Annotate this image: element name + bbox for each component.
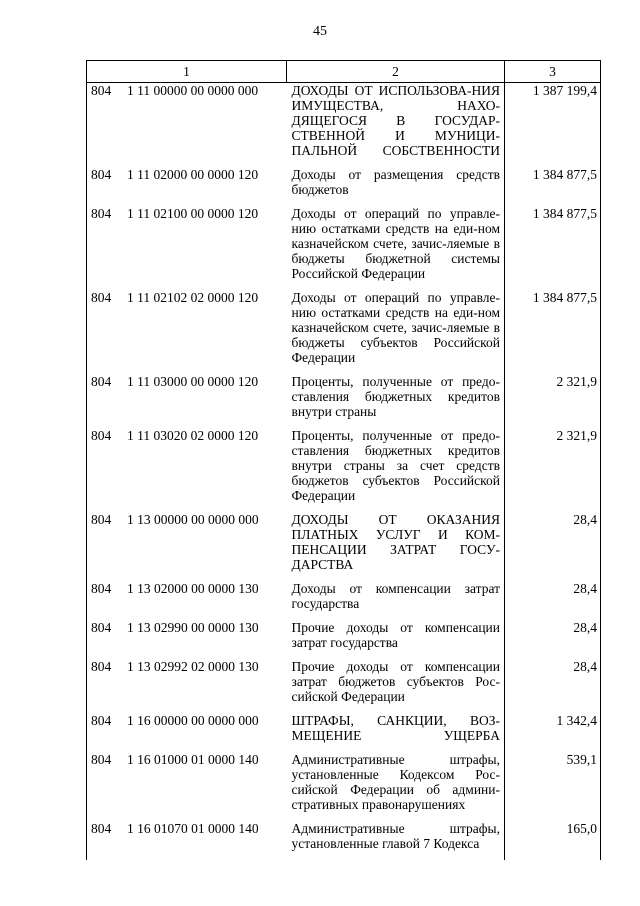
budget-classification-code: 1 11 02100 00 0000 120 [127,206,259,221]
code-cell [87,206,287,290]
table-row [87,167,601,206]
admin-code: 804 [91,821,112,836]
table-row [87,752,601,821]
table-row [87,713,601,752]
table-row [87,374,601,428]
table-row [87,581,601,620]
amount-value: 1 384 877,5 [505,206,601,290]
code-cell [87,290,287,374]
code-cell [87,752,287,821]
code-cell [87,620,287,659]
budget-classification-code: 1 11 00000 00 0000 000 [127,83,259,98]
code-cell [87,428,287,512]
revenue-name: Административные штрафы, установленные Кодексом Рос-сийской Федерации об админи-стративных правонарушениях [291,752,500,812]
table-header-row [87,61,601,83]
budget-classification-code: 1 11 03020 02 0000 120 [127,428,259,443]
amount-value: 1 384 877,5 [505,167,601,206]
amount-value: 28,4 [505,620,601,659]
amount-value: 28,4 [505,512,601,581]
table-row [87,821,601,860]
amount-value: 2 321,9 [505,374,601,428]
code-cell [87,659,287,713]
revenue-name: ДОХОДЫ ОТ ОКАЗАНИЯ ПЛАТНЫХ УСЛУГ И КОМ-ПЕНСАЦИИ ЗАТРАТ ГОСУ-ДАРСТВА [291,512,500,572]
table-row [87,206,601,290]
revenue-name: Доходы от размещения средств бюджетов [291,167,500,197]
revenue-name: Проценты, полученные от предо-ставления бюджетных кредитов внутри страны [291,374,500,419]
budget-classification-code: 1 16 00000 00 0000 000 [127,713,259,728]
amount-value: 165,0 [505,821,601,860]
budget-classification-code: 1 16 01070 01 0000 140 [127,821,259,836]
revenue-name: ДОХОДЫ ОТ ИСПОЛЬЗОВА-НИЯ ИМУЩЕСТВА, НАХО-ДЯЩЕГОСЯ В ГОСУДАР-СТВЕННОЙ И МУНИЦИ-ПАЛЬНОЙ СОБСТВЕННОСТИ [291,83,500,158]
revenue-name: Прочие доходы от компенсации затрат государства [291,620,500,650]
code-cell [87,713,287,752]
table-row [87,659,601,713]
amount-value: 1 384 877,5 [505,290,601,374]
budget-classification-code: 1 13 02990 00 0000 130 [127,620,259,635]
revenue-name: Административные штрафы, установленные главой 7 Кодекса [291,821,500,851]
column-header: 3 [505,61,601,83]
code-cell [87,374,287,428]
amount-value: 28,4 [505,581,601,620]
budget-classification-code: 1 11 02000 00 0000 120 [127,167,259,182]
revenue-name: Доходы от операций по управле-нию остатками средств на еди-ном казначейском счете, зачис-ляемые в бюджеты бюджетной системы Российской Федерации [291,206,500,281]
revenue-name: Доходы от операций по управле-нию остатками средств на еди-ном казначейском счете, зачис-ляемые в бюджеты субъектов Российской Федерации [291,290,500,365]
budget-classification-code: 1 13 00000 00 0000 000 [127,512,259,527]
budget-classification-code: 1 11 03000 00 0000 120 [127,374,259,389]
table-body [87,83,601,861]
budget-classification-code: 1 13 02000 00 0000 130 [127,581,259,596]
admin-code: 804 [91,206,112,221]
code-cell [87,512,287,581]
table-row [87,290,601,374]
admin-code: 804 [91,290,112,305]
admin-code: 804 [91,374,112,389]
amount-value: 539,1 [505,752,601,821]
table-row [87,512,601,581]
revenue-name: Проценты, полученные от предо-ставления бюджетных кредитов внутри страны за счет средств бюджетов субъектов Российской Федерации [291,428,500,503]
admin-code: 804 [91,83,112,98]
page-number: 45 [313,24,327,39]
column-header: 2 [287,61,505,83]
admin-code: 804 [91,659,112,674]
revenue-table [86,60,601,860]
amount-value: 28,4 [505,659,601,713]
revenue-name: ШТРАФЫ, САНКЦИИ, ВОЗ-МЕЩЕНИЕ УЩЕРБА [291,713,500,743]
revenue-name: Доходы от компенсации затрат государства [291,581,500,611]
table-row [87,83,601,168]
admin-code: 804 [91,167,112,182]
table-row [87,620,601,659]
column-header: 1 [87,61,287,83]
code-cell [87,581,287,620]
code-cell [87,167,287,206]
code-cell [87,821,287,860]
budget-classification-code: 1 11 02102 02 0000 120 [127,290,259,305]
amount-value: 1 342,4 [505,713,601,752]
amount-value: 1 387 199,4 [505,83,601,168]
admin-code: 804 [91,581,112,596]
revenue-name: Прочие доходы от компенсации затрат бюджетов субъектов Рос-сийской Федерации [291,659,500,704]
admin-code: 804 [91,713,112,728]
admin-code: 804 [91,512,112,527]
admin-code: 804 [91,428,112,443]
budget-classification-code: 1 13 02992 02 0000 130 [127,659,259,674]
code-cell [87,83,287,168]
table-row [87,428,601,512]
admin-code: 804 [91,752,112,767]
budget-classification-code: 1 16 01000 01 0000 140 [127,752,259,767]
amount-value: 2 321,9 [505,428,601,512]
admin-code: 804 [91,620,112,635]
